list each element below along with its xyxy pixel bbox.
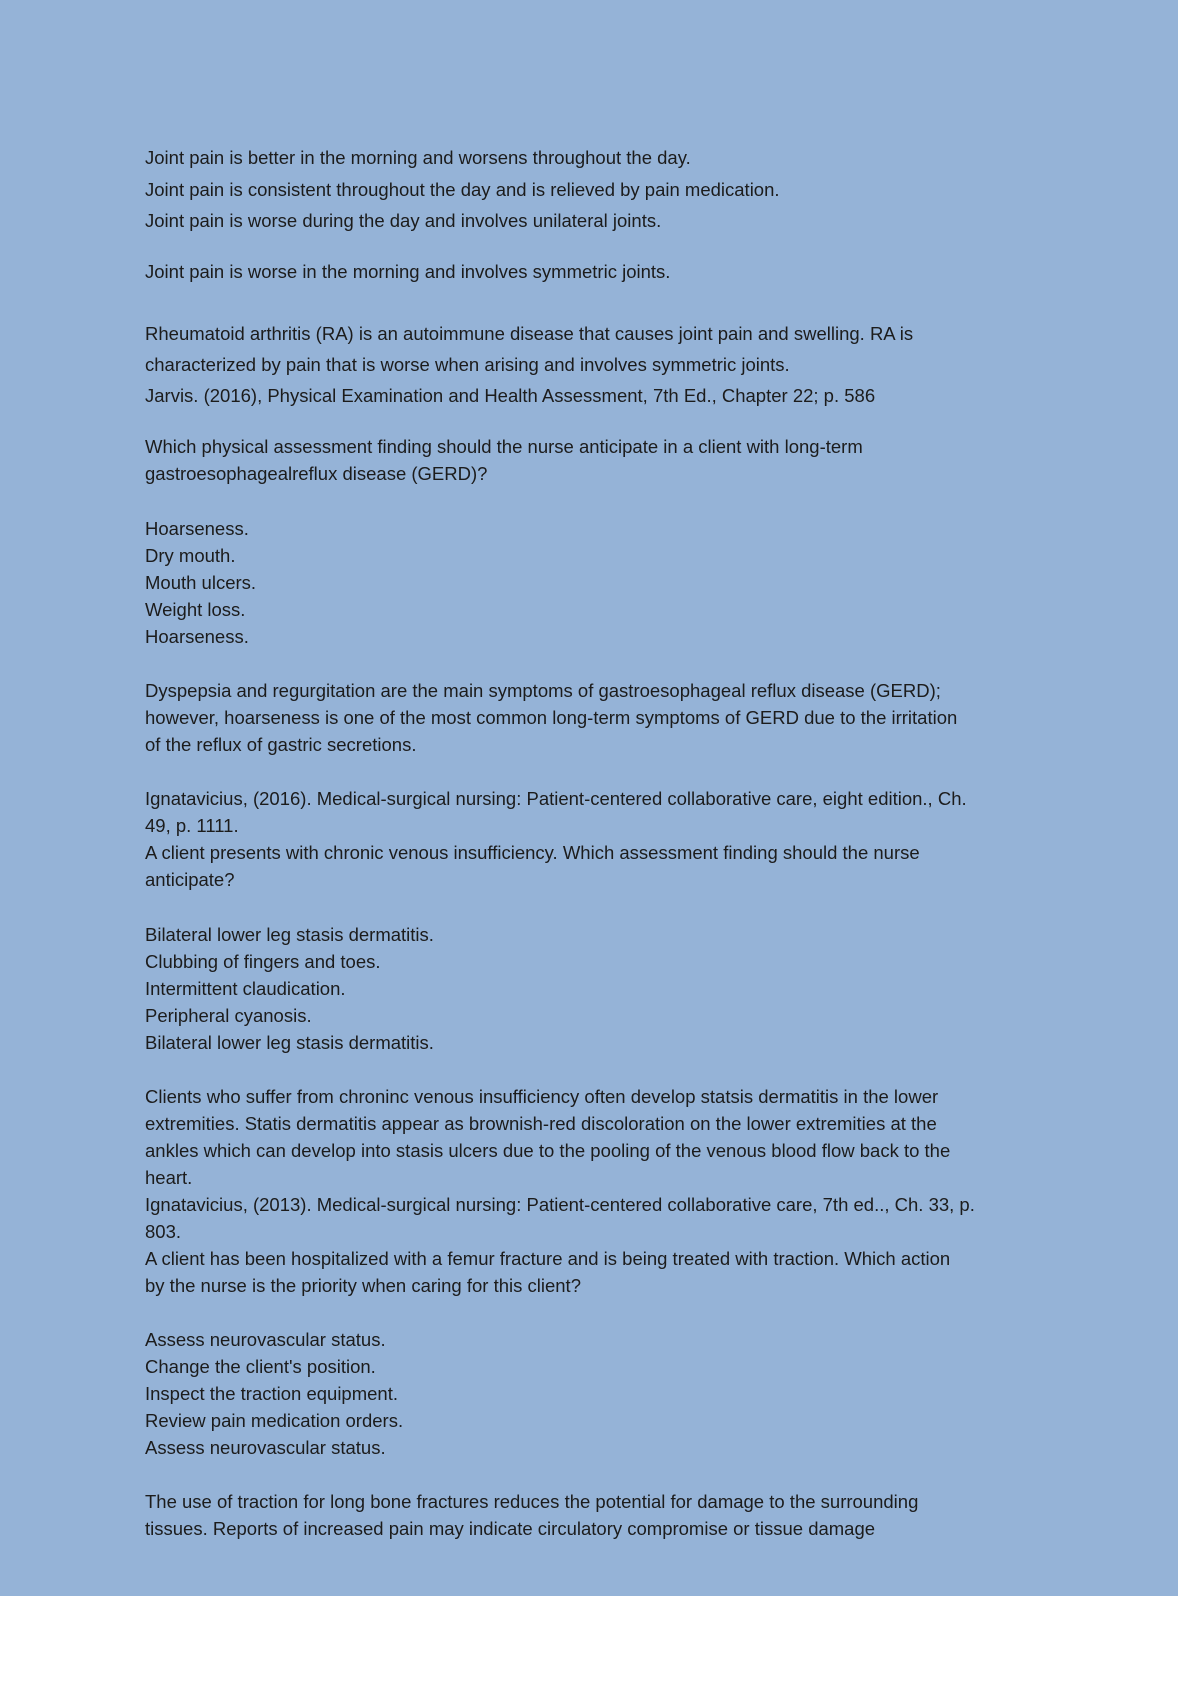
rationale-line: heart. — [145, 1167, 193, 1188]
option-line: Joint pain is worse during the day and involves unilateral joints. — [145, 210, 662, 231]
question-line: gastroesophagealreflux disease (GERD)? — [145, 463, 488, 484]
option-line: Joint pain is better in the morning and worsens throughout the day. — [145, 147, 691, 168]
rationale-line: extremities. Statis dermatitis appear as brownish-red discoloration on the lower extremities at the — [145, 1113, 937, 1134]
option-line: Bilateral lower leg stasis dermatitis. — [145, 924, 434, 945]
option-line: Change the client's position. — [145, 1356, 376, 1377]
rationale-line: Dyspepsia and regurgitation are the main symptoms of gastroesophageal reflux disease (GERD); — [145, 680, 941, 701]
option-line: Assess neurovascular status. — [145, 1329, 386, 1350]
answer-line: Joint pain is worse in the morning and involves symmetric joints. — [145, 261, 671, 282]
question-line: A client presents with chronic venous insufficiency. Which assessment finding should the nurse — [145, 842, 920, 863]
option-line: Intermittent claudication. — [145, 978, 346, 999]
rationale-line: ankles which can develop into stasis ulcers due to the pooling of the venous blood flow back to the — [145, 1140, 951, 1161]
reference-line: 803. — [145, 1221, 182, 1242]
reference-line: Jarvis. (2016), Physical Examination and Health Assessment, 7th Ed., Chapter 22; p. 586 — [145, 385, 876, 406]
reference-line: Ignatavicius, (2016). Medical-surgical nursing: Patient-centered collaborative care, eight edition., Ch. — [145, 788, 967, 809]
option-line: Peripheral cyanosis. — [145, 1005, 312, 1026]
rationale-line: characterized by pain that is worse when arising and involves symmetric joints. — [145, 354, 790, 375]
rationale-line: The use of traction for long bone fractures reduces the potential for damage to the surrounding — [145, 1491, 919, 1512]
option-line: Dry mouth. — [145, 545, 236, 566]
rationale-line: however, hoarseness is one of the most common long-term symptoms of GERD due to the irritation — [145, 707, 958, 728]
option-line: Hoarseness. — [145, 518, 249, 539]
option-line: Inspect the traction equipment. — [145, 1383, 398, 1404]
option-line: Mouth ulcers. — [145, 572, 257, 593]
option-line: Clubbing of fingers and toes. — [145, 951, 381, 972]
answer-line: Hoarseness. — [145, 626, 249, 647]
rationale-line: of the reflux of gastric secretions. — [145, 734, 417, 755]
option-line: Joint pain is consistent throughout the day and is relieved by pain medication. — [145, 179, 780, 200]
rationale-line: tissues. Reports of increased pain may indicate circulatory compromise or tissue damage — [145, 1518, 876, 1539]
reference-line: 49, p. 1111. — [145, 815, 239, 836]
rationale-line: Rheumatoid arthritis (RA) is an autoimmune disease that causes joint pain and swelling. RA is — [145, 323, 914, 344]
reference-line: Ignatavicius, (2013). Medical-surgical nursing: Patient-centered collaborative care, 7th ed.., Ch. 33, p. — [145, 1194, 975, 1215]
answer-line: Bilateral lower leg stasis dermatitis. — [145, 1032, 434, 1053]
question-line: A client has been hospitalized with a femur fracture and is being treated with traction. Which action — [145, 1248, 951, 1269]
question-line: Which physical assessment finding should the nurse anticipate in a client with long-term — [145, 436, 863, 457]
question-line: anticipate? — [145, 869, 235, 890]
rationale-line: Clients who suffer from chroninc venous insufficiency often develop statsis dermatitis in the lower — [145, 1086, 939, 1107]
option-line: Weight loss. — [145, 599, 246, 620]
option-line: Review pain medication orders. — [145, 1410, 404, 1431]
question-line: by the nurse is the priority when caring for this client? — [145, 1275, 581, 1296]
answer-line: Assess neurovascular status. — [145, 1437, 386, 1458]
